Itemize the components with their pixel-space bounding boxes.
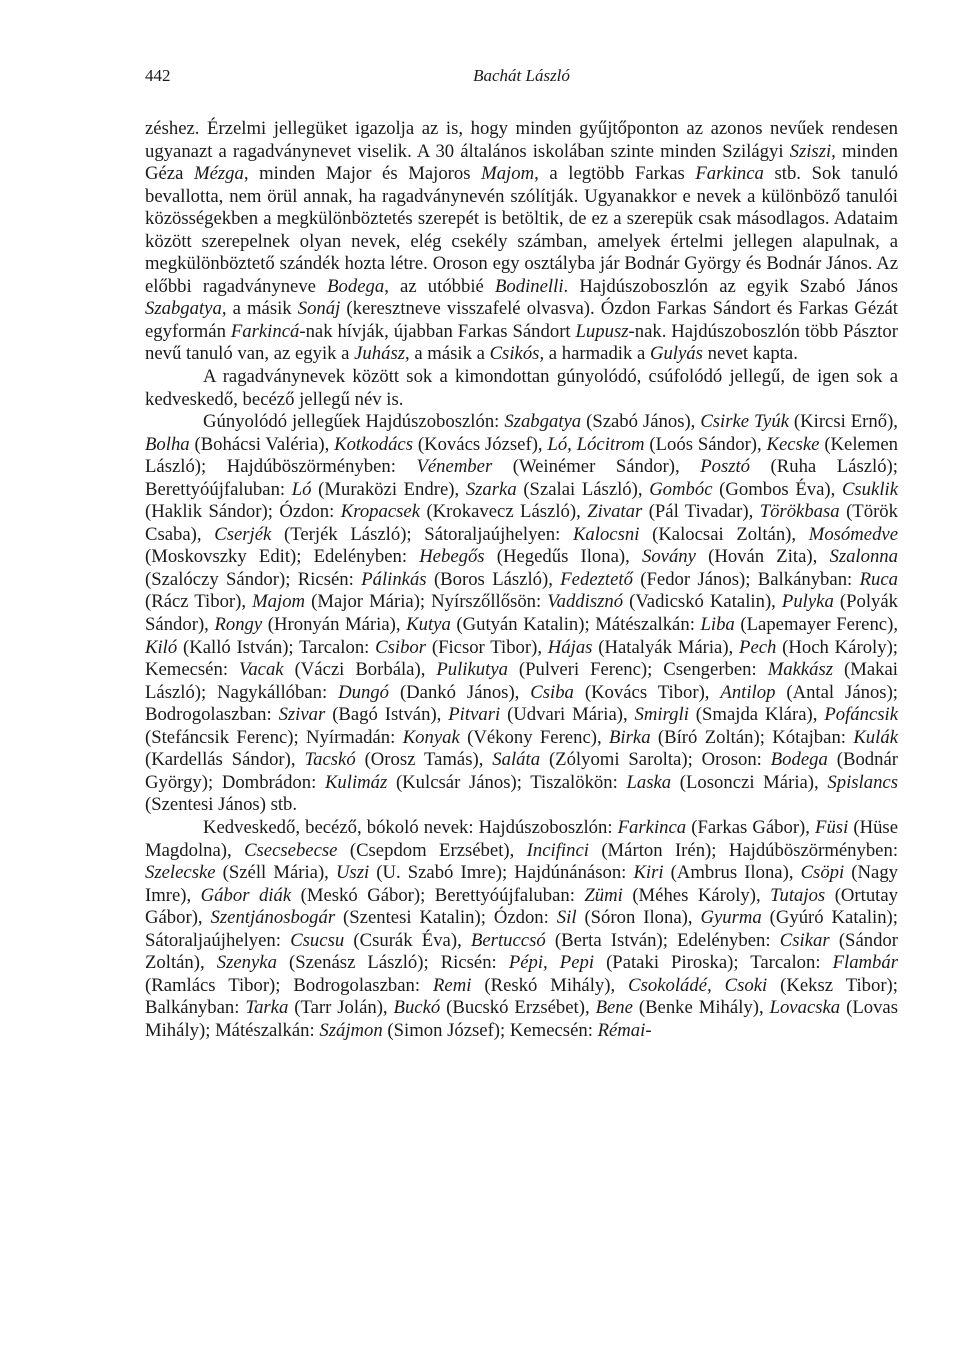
running-head: Bachát László	[473, 66, 570, 85]
paragraph: Kedveskedő, becéző, bókoló nevek: Hajdúszoboszlón: Farkinca (Farkas Gábor), Füsi (Hüse Magdolna), Csecsebecse (Csepdom Erzsébet), Incifinci (Márton Irén); Hajdúböszörményben: Szelecske (Széll Mária), Uszi (U. Szabó Imre); Hajdúnánáson: Kiri (Ambrus Ilona), Csöpi (Nagy Imre), Gábor diák (Meskó Gábor); Berettyóújfaluban: Zümi (Méhes Károly), Tutajos (Ortutay Gábor), Szentjánosbogár (Szentesi Katalin); Ózdon: Sil (Sóron Ilona), Gyurma (Gyúró Katalin); Sátoraljaújhelyen: Csucsu (Csurák Éva), Bertuccsó (Berta István); Edelényben: Csikar (Sándor Zoltán), Szenyka (Szenász László); Ricsén: Pépi, Pepi (Pataki Piroska); Tarcalon: Flambár (Ramlács Tibor); Bodrogolaszban: Remi (Reskó Mihály), Csokoládé, Csoki (Keksz Tibor); Balkányban: Tarka (Tarr Jolán), Buckó (Bucskó Erzsébet), Bene (Benke Mihály), Lovacska (Lovas Mihály); Mátészalkán: Szájmon (Simon József); Kemecsén: Rémai-	[145, 816, 899, 1041]
paragraph: A ragadványnevek között sok a kimondottan gúnyolódó, csúfolódó jellegű, de igen sok a kedveskedő, becéző jellegű név is.	[145, 366, 898, 410]
page-number: 442	[145, 66, 171, 85]
paragraph: zéshez. Érzelmi jellegüket igazolja az is, hogy minden gyűjtőponton az azonos nevűek rendesen ugyanazt a ragadványnevet viselik. A 30 általános iskolában szinte minden Szilágyi Sziszi, minden Géza Mézga, minden Major és Majoros Majom, a legtöbb Farkas Farkinca stb. Sok tanuló bevallotta, nem örül annak, ha ragadványnevén szólítják. Ugyanakkor e nevek a különböző tanulói közösségekben a megkülönböztetés szerepét is betöltik, de ez a szerepük csak másodlagos. Adataim között szerepelnek olyan nevek, elég csekély számban, amelyek értelmi jellegen alapulnak, a megkülönböztető szándék hozta létre. Oroson egy osztályba jár Bodnár György és Bodnár János. Az előbbi ragadványneve Bodega, az utóbbié Bodinelli. Hajdúszoboszlón az egyik Szabó János Szabgatya, a másik Sonáj (keresztneve visszafelé olvasva). Ózdon Farkas Sándort és Farkas Gézát egyformán Farkincá-nak hívják, újabban Farkas Sándort Lupusz-nak. Hajdúszoboszlón több Pásztor nevű tanuló van, az egyik a Juhász, a másik a Csikós, a harmadik a Gulyás nevet kapta.	[145, 118, 899, 365]
page-header	[145, 66, 898, 92]
body-text	[145, 118, 898, 1042]
paragraph: Gúnyolódó jellegűek Hajdúszoboszlón: Szabgatya (Szabó János), Csirke Tyúk (Kircsi Ernő), Bolha (Bohácsi Valéria), Kotkodács (Kovács József), Ló, Lócitrom (Loós Sándor), Kecske (Kelemen László); Hajdúböszörményben: Vénember (Weinémer Sándor), Posztó (Ruha László); Berettyóújfaluban: Ló (Muraközi Endre), Szarka (Szalai László), Gombóc (Gombos Éva), Csuklik (Haklik Sándor); Ózdon: Kropacsek (Krokavecz László), Zivatar (Pál Tivadar), Törökbasa (Török Csaba), Cserjék (Terjék László); Sátoraljaújhelyen: Kalocsni (Kalocsai Zoltán), Mosómedve (Moskovszky Edit); Edelényben: Hebegős (Hegedűs Ilona), Sovány (Hován Zita), Szalonna (Szalóczy Sándor); Ricsén: Pálinkás (Boros László), Fedeztető (Fedor János); Balkányban: Ruca (Rácz Tibor), Majom (Major Mária); Nyírszőllősön: Vaddisznó (Vadicskó Katalin), Pulyka (Polyák Sándor), Rongy (Hronyán Mária), Kutya (Gutyán Katalin); Mátészalkán: Liba (Lapemayer Ferenc), Kiló (Kalló István); Tarcalon: Csibor (Ficsor Tibor), Hájas (Hatalyák Mária), Pech (Hoch Károly); Kemecsén: Vacak (Váczi Borbála), Pulikutya (Pulveri Ferenc); Csengerben: Makkász (Makai László); Nagykállóban: Dungó (Dankó János), Csiba (Kovács Tibor), Antilop (Antal János); Bodrogolaszban: Szivar (Bagó István), Pitvari (Udvari Mária), Smirgli (Smajda Klára), Pofáncsik (Stefáncsik Ferenc); Nyírmadán: Konyak (Vékony Ferenc), Birka (Bíró Zoltán); Kótajban: Kulák (Kardellás Sándor), Tacskó (Orosz Tamás), Saláta (Zólyomi Sarolta); Oroson: Bodega (Bodnár György); Dombrádon: Kulimáz (Kulcsár János); Tiszalökön: Laska (Losonczi Mária), Spislancs (Szentesi János) stb.	[145, 411, 899, 816]
